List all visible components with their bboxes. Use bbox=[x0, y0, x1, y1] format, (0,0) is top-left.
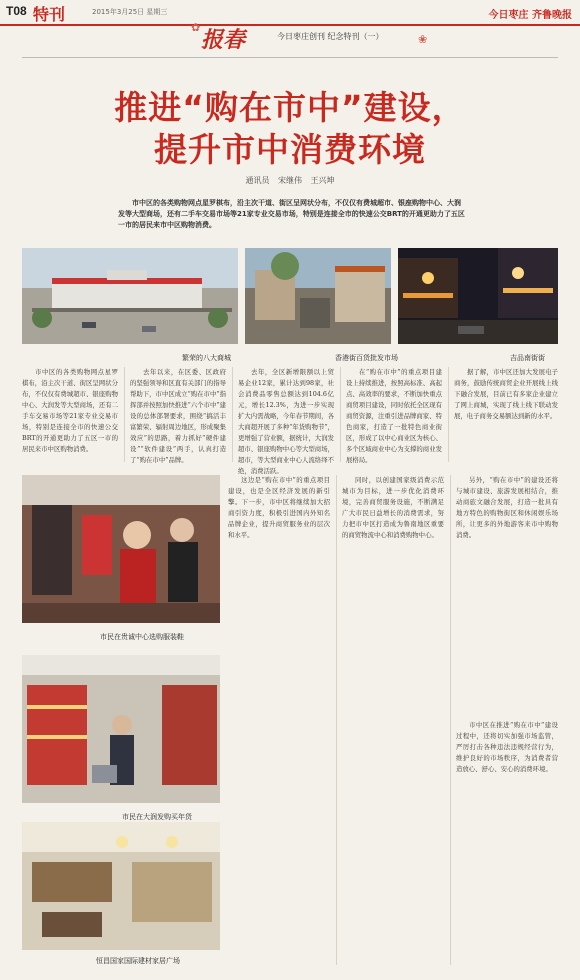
caption-night-street: 吉品南街街 bbox=[510, 354, 545, 362]
home-furnishing-image bbox=[22, 822, 220, 950]
anniversary-banner bbox=[193, 21, 433, 51]
caption-home-furnishing: 恒昌国家国际建材家居广场 bbox=[96, 957, 180, 965]
night-street-image bbox=[398, 248, 558, 344]
supermarket-image bbox=[22, 655, 220, 803]
photo-home-furnishing bbox=[22, 822, 220, 950]
newspaper-brand: 今日枣庄 齐鲁晚报 bbox=[488, 10, 572, 21]
banner-subtitle: 今日枣庄创刊 纪念特刊（一） bbox=[277, 32, 384, 41]
column-rule bbox=[450, 475, 451, 965]
text-column-9: 市中区在推进“购在市中”建设过程中，还将切实加强市场监管，严厉打击各种违法违规经营行为，维护良好的市场秩序，为消费者营造放心、舒心、安心的消费环境。 bbox=[456, 721, 558, 773]
lead-paragraph: 市中区的各类购物网点星罗棋布，沿主次干道、街区呈网状分布，不仅仅有费城超市、银座购物中心、大润发等大型商场，还有二手车交易市场等21家专业交易市场，特别是连接全市的快速公交BRT的开通更助力了五区一市的居民来市中区购物消费。 bbox=[118, 199, 465, 229]
photo-hongkong-street bbox=[245, 248, 391, 344]
column-rule bbox=[448, 367, 449, 462]
headline-line-1: 推进“购在市中”建设， bbox=[114, 88, 466, 127]
issue-date: 2015年3月25日 星期三 bbox=[92, 8, 168, 16]
flower-icon: ✿ bbox=[191, 21, 201, 34]
text-column-2: 去年以来，在区委、区政府的坚强领导和区直有关部门的指导帮助下，市中区成立“购在市中”指挥部并按照加快推进“六个市中”建设的总体部署要求，围绕“搞活丰富繁荣、辐射周边地区，形成聚集效应”的思路，着力抓好“硬件建设”“软件建设”两手，认真打造了“购在市中”品牌。 bbox=[130, 368, 227, 464]
caption-market-building: 繁荣的八大商城 bbox=[182, 354, 231, 362]
photo-night-street bbox=[398, 248, 558, 344]
photo-market-building bbox=[22, 248, 238, 344]
headline-line-2: 提升市中消费环境 bbox=[154, 130, 426, 169]
caption-clothing-shop: 市民在贵诚中心选购服装鞋 bbox=[100, 633, 184, 641]
column-rule bbox=[340, 367, 341, 462]
text-column-5: 据了解，市中区还加大发展电子商务，鼓励传统商贸企业开展线上线下融合发展，目前已有多家企业建立了网上商城，实现了线上线下联动发展，电子商务交易额达到新的水平。 bbox=[454, 368, 558, 420]
flower-icon: ❀ bbox=[418, 33, 428, 46]
text-column-4: 在“购在市中”的重点项目建设上持续推进，按照高标准、高起点、高效率的要求，不断加快重点商贸项目建设，同时依托全区现有商贸资源，注重引进品牌商家、特色商家，打造了一批特色商业街区，形成了以中心商业区为核心、多个区域商业中心为支撑的商业发展格局。 bbox=[346, 368, 442, 464]
column-rule bbox=[124, 367, 125, 462]
byline: 通讯员 宋继伟 王兴坤 bbox=[245, 176, 335, 185]
clothing-shop-image bbox=[22, 475, 220, 623]
column-rule bbox=[336, 475, 337, 965]
column-rule bbox=[232, 367, 233, 462]
caption-supermarket: 市民在大润发购买年货 bbox=[122, 813, 192, 821]
page-number: T08 bbox=[6, 4, 27, 18]
photo-clothing-shop bbox=[22, 475, 220, 623]
text-column-6: 这边是“购在市中”的重点项目建设，也是全区经济发展的新引擎。下一步，市中区将继续加大招商引资力度，积极引进国内外知名品牌企业，提升商贸服务业的层次和水平。 bbox=[228, 476, 330, 539]
header-divider bbox=[22, 57, 558, 58]
text-column-7: 同时，以创建国家级消费示范城市为目标，进一步优化消费环境，完善商贸服务设施，不断满足广大市民日益增长的消费需求，努力把市中区打造成为鲁南地区重要的商贸物流中心和消费购物中心。 bbox=[342, 476, 444, 539]
hongkong-street-image bbox=[245, 248, 391, 344]
photo-supermarket bbox=[22, 655, 220, 803]
section-title: 特刊 bbox=[33, 5, 66, 24]
text-column-3: 去年，全区新增限额以上贸易企业12家，累计达到98家，社会消费品零售总额达到104.6亿元，增长12.3%，为进一步实现扩大内需战略，今年春节期间，各大商超开展了多种“年货购物节”，更增强了营业额，据统计，大润发超市、银座购物中心等大型商场，超市，等大型商业中心人流络绎不绝，消费活跃。 bbox=[238, 368, 335, 475]
banner-title: 报春 bbox=[201, 27, 246, 53]
caption-hongkong-street: 香港街百货批发市场 bbox=[335, 354, 398, 362]
text-column-1: 市中区的各类购物网点星罗棋布，沿主次干道、街区呈网状分布，不仅仅有费城超市、银座购物中心、大润发等大型商场，还有二手车交易市场等21家专业交易市场，特别是连接全市的快速公交BRT的开通更助力了五区一市的居民来市中区购物消费。 bbox=[22, 368, 118, 453]
market-building-image bbox=[22, 248, 238, 344]
text-column-8: 另外，“购在市中”的建设还将与城市建设、旅游发展相结合，推动商旅文融合发展，打造一批具有地方特色的购物街区和休闲娱乐场所，让更多的外地游客来市中购物消费。 bbox=[456, 476, 558, 539]
